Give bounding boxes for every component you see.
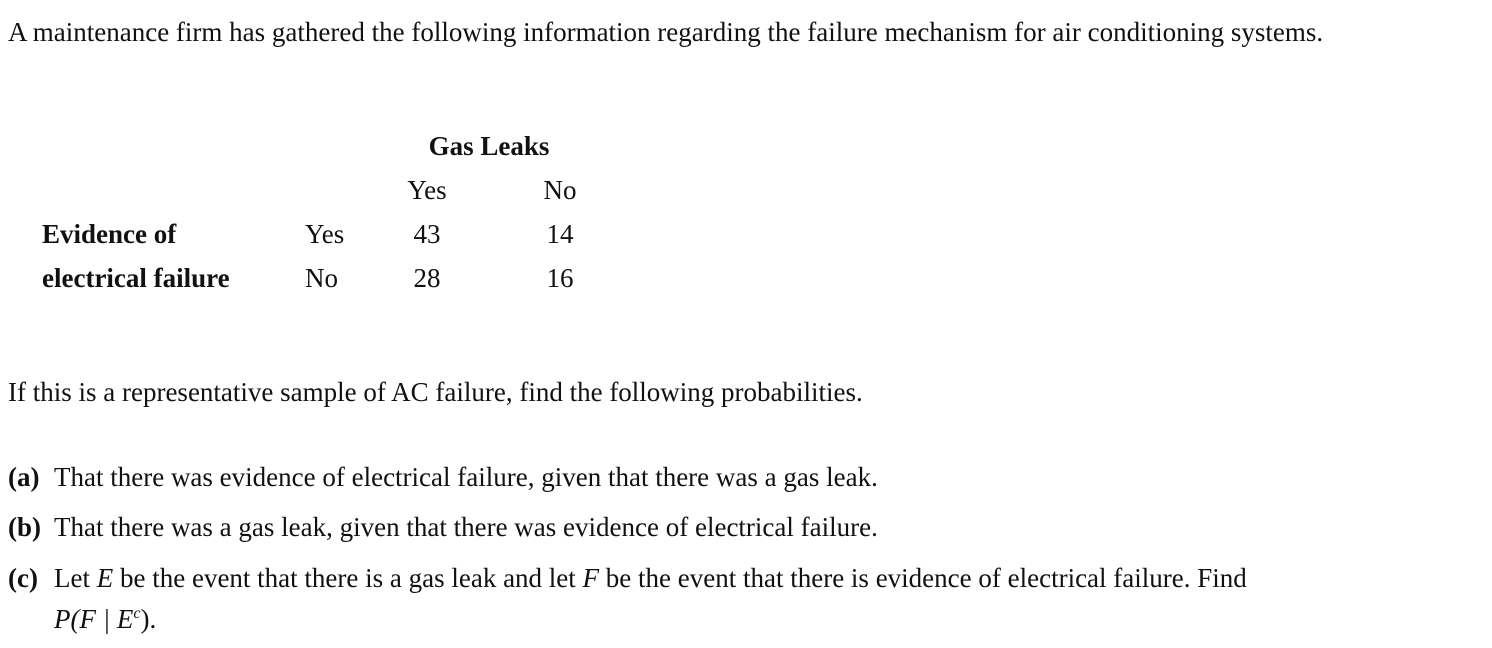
row-group-header-line1: Evidence of [42, 219, 177, 249]
table-cell: 43 [413, 219, 441, 249]
part-c-label: (c) [8, 563, 38, 593]
table-cell: 28 [413, 263, 441, 293]
part-c [8, 560, 1478, 596]
part-b-text: That there was a gas leak, given that there was evidence of electrical failure. [54, 512, 878, 542]
column-group-header: Gas Leaks [428, 131, 550, 161]
part-b [8, 509, 1478, 545]
part-c-text-2: be the event that there is a gas leak and let [113, 563, 583, 593]
part-b-label: (b) [8, 512, 41, 542]
variable-f: F [582, 563, 600, 593]
question-text: If this is a representative sample of AC failure, find the following probabilities. [8, 377, 863, 407]
part-a [8, 459, 1478, 495]
column-header-no: No [543, 175, 577, 205]
row-label-yes: Yes [305, 219, 345, 249]
part-a-text: That there was evidence of electrical failure, given that there was a gas leak. [54, 462, 878, 492]
variable-e: E [96, 563, 114, 593]
formula-main: P(F | E [54, 604, 134, 634]
column-header-yes: Yes [407, 175, 447, 205]
row-group-header-line2: electrical failure [42, 263, 230, 293]
part-c-formula [54, 596, 156, 637]
part-c-text-3: be the event that there is evidence of electrical failure. Find [599, 563, 1247, 593]
formula-end: ). [140, 604, 157, 634]
table-cell: 16 [546, 263, 574, 293]
intro-paragraph: A maintenance firm has gathered the following information regarding the failure mechanism for air conditioning systems. [8, 17, 1324, 47]
table-cell: 14 [546, 219, 574, 249]
part-c-text-1: Let [54, 563, 97, 593]
row-label-no: No [305, 263, 338, 293]
formula-complement-sup: c [133, 605, 141, 622]
part-a-label: (a) [8, 462, 40, 492]
